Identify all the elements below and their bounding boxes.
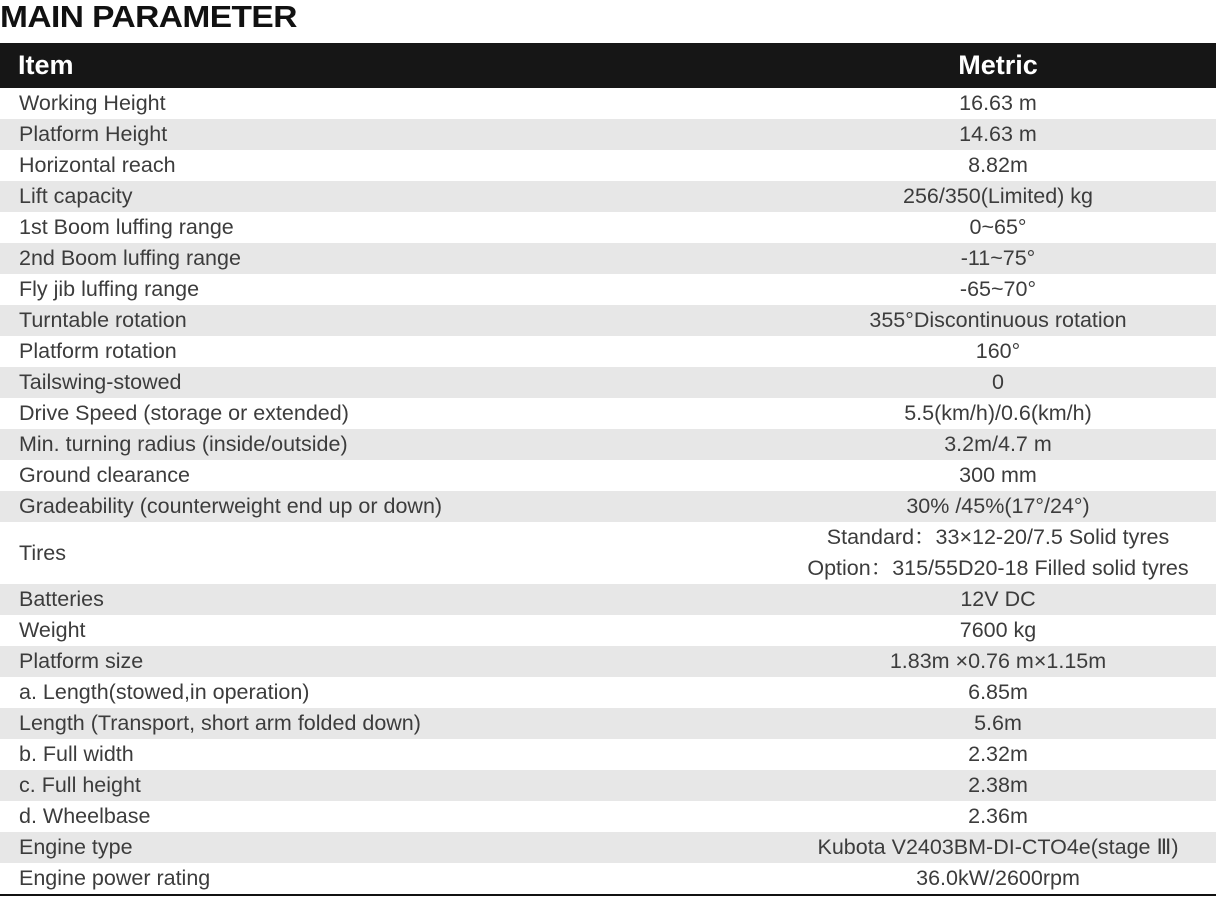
row-metric xyxy=(590,584,1216,615)
row-metric xyxy=(590,212,1216,243)
metric-value: 2.32m xyxy=(968,742,1028,766)
row-item: Fly jib luffing range xyxy=(19,277,200,301)
metric-value: 6.85m xyxy=(968,680,1028,704)
row-metric xyxy=(590,491,1216,522)
metric-value: Kubota V2403BM-DI-CTO4e(stage Ⅲ) xyxy=(817,835,1179,859)
row-item: Tires xyxy=(19,540,66,565)
table-row xyxy=(0,584,1216,615)
metric-value: 355°Discontinuous rotation xyxy=(869,308,1127,332)
table-row xyxy=(0,429,1216,460)
row-metric xyxy=(590,305,1216,336)
row-metric xyxy=(590,801,1216,832)
metric-value: 3.2m/4.7 m xyxy=(944,432,1052,456)
row-item: Lift capacity xyxy=(19,184,133,208)
table-row xyxy=(0,863,1216,894)
row-item: Turntable rotation xyxy=(19,308,187,332)
row-item: Tailswing-stowed xyxy=(19,370,182,394)
row-metric xyxy=(590,274,1216,305)
metric-value: 256/350(Limited) kg xyxy=(902,184,1094,208)
table-row xyxy=(0,739,1216,770)
metric-value: 5.5(km/h)/0.6(km/h) xyxy=(904,401,1092,425)
row-metric xyxy=(590,832,1216,863)
table-row xyxy=(0,119,1216,150)
metric-value: 14.63 m xyxy=(959,122,1037,146)
row-item: Platform rotation xyxy=(19,339,177,363)
metric-value: 300 mm xyxy=(959,463,1037,487)
metric-value: 0 xyxy=(992,370,1004,394)
table-body xyxy=(0,88,1216,894)
metric-value: 5.6m xyxy=(974,711,1022,735)
row-metric xyxy=(590,88,1216,119)
row-item: d. Wheelbase xyxy=(19,804,151,828)
table-row xyxy=(0,150,1216,181)
row-metric xyxy=(590,243,1216,274)
table-row xyxy=(0,801,1216,832)
metric-value: 8.82m xyxy=(968,153,1028,177)
table-row xyxy=(0,88,1216,119)
metric-value: 2.36m xyxy=(968,804,1028,828)
table-row xyxy=(0,708,1216,739)
row-item: 1st Boom luffing range xyxy=(19,215,234,239)
table-row xyxy=(0,274,1216,305)
row-item: 2nd Boom luffing range xyxy=(19,246,241,270)
table-row xyxy=(0,677,1216,708)
row-metric xyxy=(590,677,1216,708)
metric-value: Option：315/55D20-18 Filled solid tyres xyxy=(807,556,1189,580)
row-item: Ground clearance xyxy=(19,463,190,487)
page-title: MAIN PARAMETER xyxy=(0,0,297,34)
metric-value: -65~70° xyxy=(959,277,1037,301)
metric-value: 16.63 m xyxy=(959,91,1037,115)
row-metric xyxy=(590,336,1216,367)
metric-value: 30% /45%(17°/24°) xyxy=(906,494,1090,518)
row-metric xyxy=(590,398,1216,429)
row-metric xyxy=(590,646,1216,677)
metric-value: 2.38m xyxy=(968,773,1028,797)
row-metric xyxy=(590,460,1216,491)
metric-value: 1.83m ×0.76 m×1.15m xyxy=(889,649,1107,673)
table-row xyxy=(0,305,1216,336)
row-item: Weight xyxy=(19,618,86,642)
row-item: Length (Transport, short arm folded down) xyxy=(19,711,421,735)
table-row xyxy=(0,491,1216,522)
row-metric xyxy=(590,181,1216,212)
table-header xyxy=(0,43,1216,88)
table-row xyxy=(0,646,1216,677)
table-row xyxy=(0,212,1216,243)
row-item: Engine power rating xyxy=(19,866,211,890)
parameter-table xyxy=(0,43,1216,896)
row-metric xyxy=(590,770,1216,801)
table-row xyxy=(0,367,1216,398)
metric-value: -11~75° xyxy=(960,246,1036,270)
table-row xyxy=(0,832,1216,863)
metric-value: Standard：33×12-20/7.5 Solid tyres xyxy=(826,525,1170,549)
table-row xyxy=(0,770,1216,801)
table-row xyxy=(0,336,1216,367)
row-item: Engine type xyxy=(19,835,133,859)
metric-value: 0~65° xyxy=(969,215,1027,239)
table-row xyxy=(0,398,1216,429)
row-metric xyxy=(590,708,1216,739)
table-row xyxy=(0,181,1216,212)
row-metric xyxy=(590,739,1216,770)
metric-value: 160° xyxy=(975,339,1021,363)
row-item: c. Full height xyxy=(19,773,141,797)
row-item: Min. turning radius (inside/outside) xyxy=(19,432,348,456)
row-item: Platform Height xyxy=(19,122,168,146)
metric-value: 36.0kW/2600rpm xyxy=(916,866,1080,890)
row-metric xyxy=(590,150,1216,181)
row-item: Working Height xyxy=(19,91,166,115)
row-metric xyxy=(590,367,1216,398)
header-item: Item xyxy=(18,50,74,80)
row-item: Batteries xyxy=(19,587,104,611)
row-metric xyxy=(590,863,1216,894)
row-item: Horizontal reach xyxy=(19,153,176,177)
row-metric xyxy=(590,615,1216,646)
header-metric: Metric xyxy=(958,50,1038,80)
row-metric xyxy=(590,119,1216,150)
table-row xyxy=(0,615,1216,646)
row-item: a. Length(stowed,in operation) xyxy=(19,680,310,704)
row-metric xyxy=(590,429,1216,460)
row-item: Drive Speed (storage or extended) xyxy=(19,401,349,425)
metric-value: 7600 kg xyxy=(959,618,1037,642)
table-row xyxy=(0,243,1216,274)
row-metric xyxy=(590,522,1216,584)
row-item: Gradeability (counterweight end up or down) xyxy=(19,494,443,518)
table-row xyxy=(0,522,1216,584)
row-item: b. Full width xyxy=(19,742,134,766)
metric-value: 12V DC xyxy=(960,587,1036,611)
row-item: Platform size xyxy=(19,649,144,673)
table-row xyxy=(0,460,1216,491)
